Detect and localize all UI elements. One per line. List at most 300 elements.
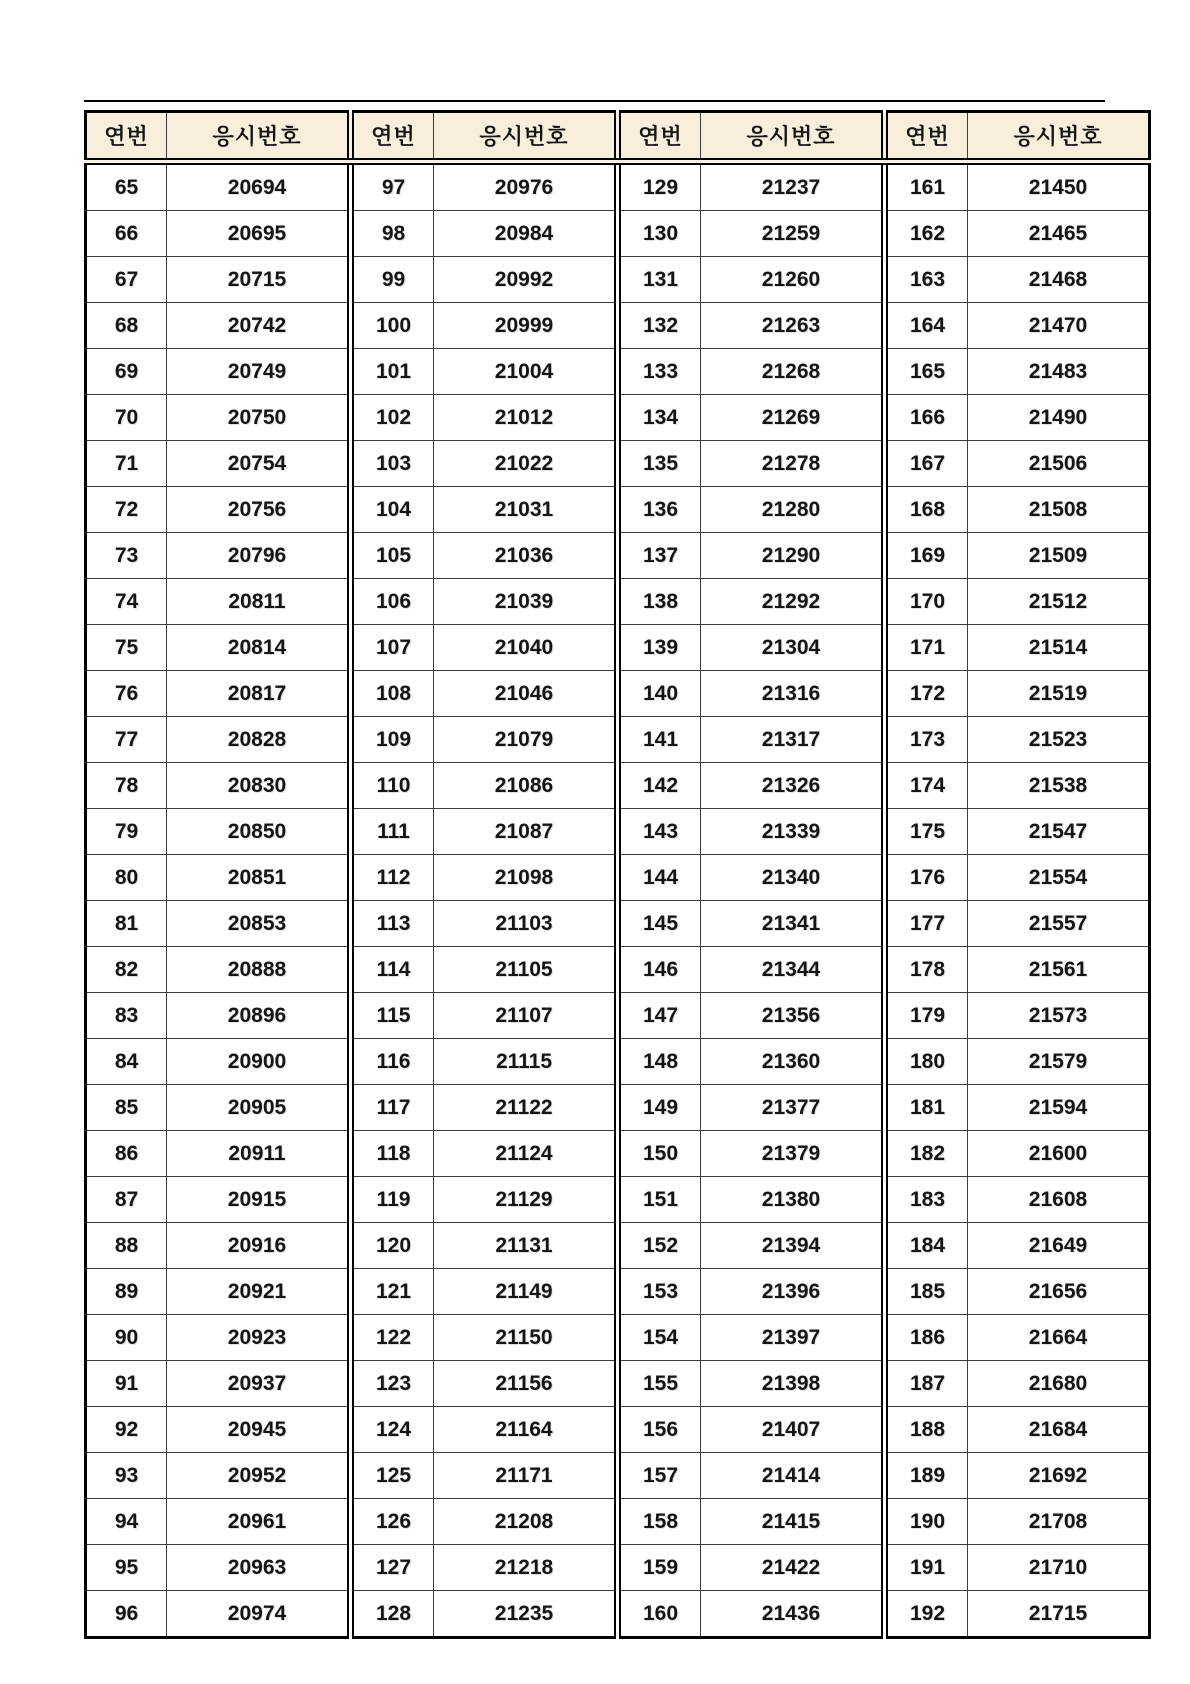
serial-number-cell: 90 (86, 1315, 167, 1361)
serial-number-cell: 174 (885, 763, 968, 809)
serial-number-cell: 85 (86, 1085, 167, 1131)
exam-number-cell: 20916 (167, 1223, 351, 1269)
exam-number-cell: 21339 (701, 809, 885, 855)
serial-number-cell: 164 (885, 303, 968, 349)
serial-number-cell: 158 (618, 1499, 701, 1545)
exam-number-cell: 21040 (434, 625, 618, 671)
exam-number-cell: 21573 (968, 993, 1150, 1039)
serial-number-cell: 105 (351, 533, 434, 579)
serial-number-cell: 156 (618, 1407, 701, 1453)
exam-number-cell: 21208 (434, 1499, 618, 1545)
serial-number-cell: 165 (885, 349, 968, 395)
serial-number-cell: 69 (86, 349, 167, 395)
serial-number-cell: 163 (885, 257, 968, 303)
exam-number-cell: 21036 (434, 533, 618, 579)
serial-number-cell: 169 (885, 533, 968, 579)
serial-number-cell: 173 (885, 717, 968, 763)
serial-number-cell: 129 (618, 162, 701, 211)
serial-number-cell: 142 (618, 763, 701, 809)
serial-number-cell: 126 (351, 1499, 434, 1545)
table-row (86, 162, 1150, 211)
serial-number-cell: 89 (86, 1269, 167, 1315)
serial-number-cell: 67 (86, 257, 167, 303)
exam-number-cell: 21280 (701, 487, 885, 533)
exam-number-cell: 21684 (968, 1407, 1150, 1453)
serial-number-cell: 192 (885, 1591, 968, 1638)
table-row (86, 947, 1150, 993)
exam-number-cell: 21554 (968, 855, 1150, 901)
exam-number-cell: 20749 (167, 349, 351, 395)
serial-number-cell: 101 (351, 349, 434, 395)
top-rule (84, 100, 1105, 102)
exam-number-cell: 20915 (167, 1177, 351, 1223)
exam-number-cell: 21436 (701, 1591, 885, 1638)
table-row (86, 395, 1150, 441)
exam-number-cell: 21290 (701, 533, 885, 579)
exam-number-cell: 21259 (701, 211, 885, 257)
exam-number-cell: 20830 (167, 763, 351, 809)
serial-number-cell: 137 (618, 533, 701, 579)
exam-number-cell: 21394 (701, 1223, 885, 1269)
serial-number-cell: 172 (885, 671, 968, 717)
exam-number-cell: 21304 (701, 625, 885, 671)
exam-number-cell: 21316 (701, 671, 885, 717)
serial-number-cell: 168 (885, 487, 968, 533)
exam-number-cell: 21415 (701, 1499, 885, 1545)
serial-number-cell: 124 (351, 1407, 434, 1453)
serial-number-cell: 79 (86, 809, 167, 855)
serial-number-cell: 96 (86, 1591, 167, 1638)
serial-number-cell: 66 (86, 211, 167, 257)
exam-number-cell: 21131 (434, 1223, 618, 1269)
serial-number-cell: 113 (351, 901, 434, 947)
serial-number-cell: 93 (86, 1453, 167, 1499)
exam-number-cell: 21039 (434, 579, 618, 625)
table-row (86, 303, 1150, 349)
table-row (86, 1407, 1150, 1453)
serial-number-cell: 100 (351, 303, 434, 349)
exam-number-cell: 21156 (434, 1361, 618, 1407)
table-row (86, 1453, 1150, 1499)
serial-number-cell: 94 (86, 1499, 167, 1545)
exam-number-cell: 21380 (701, 1177, 885, 1223)
serial-number-cell: 138 (618, 579, 701, 625)
exam-number-cell: 21237 (701, 162, 885, 211)
exam-number-cell: 21509 (968, 533, 1150, 579)
exam-number-cell: 21470 (968, 303, 1150, 349)
serial-number-cell: 73 (86, 533, 167, 579)
table-row (86, 1131, 1150, 1177)
serial-number-cell: 116 (351, 1039, 434, 1085)
exam-number-cell: 21235 (434, 1591, 618, 1638)
exam-number-cell: 20811 (167, 579, 351, 625)
exam-number-cell: 21107 (434, 993, 618, 1039)
serial-number-cell: 122 (351, 1315, 434, 1361)
exam-number-cell: 21561 (968, 947, 1150, 993)
serial-number-cell: 95 (86, 1545, 167, 1591)
serial-number-cell: 140 (618, 671, 701, 717)
serial-number-cell: 153 (618, 1269, 701, 1315)
serial-number-cell: 115 (351, 993, 434, 1039)
serial-number-cell: 191 (885, 1545, 968, 1591)
exam-number-cell: 20999 (434, 303, 618, 349)
serial-number-cell: 132 (618, 303, 701, 349)
exam-number-cell: 21086 (434, 763, 618, 809)
serial-number-cell: 139 (618, 625, 701, 671)
table-row (86, 441, 1150, 487)
exam-number-cell: 21326 (701, 763, 885, 809)
exam-number-cell: 21079 (434, 717, 618, 763)
serial-number-cell: 133 (618, 349, 701, 395)
table-row (86, 901, 1150, 947)
exam-number-cell: 20754 (167, 441, 351, 487)
table-header (86, 112, 1150, 162)
serial-number-cell: 123 (351, 1361, 434, 1407)
exam-number-cell: 20945 (167, 1407, 351, 1453)
serial-number-cell: 84 (86, 1039, 167, 1085)
table-row (86, 257, 1150, 303)
table-row (86, 717, 1150, 763)
table-row (86, 1499, 1150, 1545)
serial-number-cell: 184 (885, 1223, 968, 1269)
exam-number-cell: 20952 (167, 1453, 351, 1499)
exam-number-cell: 21512 (968, 579, 1150, 625)
serial-number-cell: 176 (885, 855, 968, 901)
exam-number-cell: 21317 (701, 717, 885, 763)
exam-number-cell: 21260 (701, 257, 885, 303)
table-row (86, 763, 1150, 809)
table-row (86, 349, 1150, 395)
serial-number-cell: 145 (618, 901, 701, 947)
serial-number-cell: 150 (618, 1131, 701, 1177)
header-serial-number: 연번 (618, 112, 701, 162)
serial-number-cell: 107 (351, 625, 434, 671)
exam-number-cell: 20974 (167, 1591, 351, 1638)
serial-number-cell: 188 (885, 1407, 968, 1453)
serial-number-cell: 65 (114, 175, 139, 199)
exam-number-cell: 21115 (434, 1039, 618, 1085)
exam-number-table-wrap (84, 100, 1105, 1639)
table-row (86, 1085, 1150, 1131)
exam-number-cell: 21483 (968, 349, 1150, 395)
serial-number-cell: 151 (618, 1177, 701, 1223)
exam-number-cell: 21360 (701, 1039, 885, 1085)
serial-number-cell: 181 (885, 1085, 968, 1131)
exam-number-cell: 20756 (167, 487, 351, 533)
serial-number-cell: 91 (86, 1361, 167, 1407)
table-body (86, 162, 1150, 1638)
exam-number-cell: 21098 (434, 855, 618, 901)
header-exam-number: 응시번호 (434, 112, 618, 162)
serial-number-cell: 179 (885, 993, 968, 1039)
serial-number-cell: 152 (618, 1223, 701, 1269)
serial-number-cell: 118 (351, 1131, 434, 1177)
exam-number-cell: 20984 (434, 211, 618, 257)
serial-number-cell: 189 (885, 1453, 968, 1499)
serial-number-cell: 141 (618, 717, 701, 763)
table-row (86, 1591, 1150, 1638)
exam-number-cell: 21538 (968, 763, 1150, 809)
serial-number-cell: 99 (351, 257, 434, 303)
serial-number-cell: 70 (86, 395, 167, 441)
serial-number-cell: 180 (885, 1039, 968, 1085)
serial-number-cell: 155 (618, 1361, 701, 1407)
exam-number-cell: 21710 (968, 1545, 1150, 1591)
serial-number-cell: 87 (86, 1177, 167, 1223)
serial-number-cell: 88 (86, 1223, 167, 1269)
serial-number-cell: 161 (885, 162, 968, 211)
exam-number-cell: 21600 (968, 1131, 1150, 1177)
header-row (86, 112, 1150, 162)
exam-number-cell: 21422 (701, 1545, 885, 1591)
header-serial-number: 연번 (885, 112, 968, 162)
serial-number-cell: 72 (86, 487, 167, 533)
serial-number-cell: 178 (885, 947, 968, 993)
exam-number-cell: 21692 (968, 1453, 1150, 1499)
exam-number-cell: 20853 (167, 901, 351, 947)
serial-number-cell: 175 (885, 809, 968, 855)
table-row (86, 671, 1150, 717)
serial-number-cell: 186 (885, 1315, 968, 1361)
serial-number-cell: 144 (618, 855, 701, 901)
exam-number-cell: 21398 (701, 1361, 885, 1407)
exam-number-cell: 21547 (968, 809, 1150, 855)
exam-number-cell: 20900 (167, 1039, 351, 1085)
exam-number-cell: 21022 (434, 441, 618, 487)
serial-number-cell: 117 (351, 1085, 434, 1131)
serial-number-cell: 162 (885, 211, 968, 257)
header-exam-number: 응시번호 (968, 112, 1150, 162)
serial-number-cell: 104 (351, 487, 434, 533)
exam-number-cell: 20850 (167, 809, 351, 855)
serial-number-cell: 75 (86, 625, 167, 671)
exam-number-cell: 20921 (167, 1269, 351, 1315)
exam-number-cell: 21341 (701, 901, 885, 947)
exam-number-cell: 21656 (968, 1269, 1150, 1315)
exam-number-cell: 20961 (167, 1499, 351, 1545)
exam-number-cell: 21450 (968, 162, 1150, 211)
serial-number-cell: 177 (885, 901, 968, 947)
serial-number-cell: 68 (86, 303, 167, 349)
exam-number-cell: 21508 (968, 487, 1150, 533)
serial-number-cell: 148 (618, 1039, 701, 1085)
exam-number-cell: 20992 (434, 257, 618, 303)
serial-number-cell: 171 (885, 625, 968, 671)
serial-number-cell: 159 (618, 1545, 701, 1591)
exam-number-cell: 21514 (968, 625, 1150, 671)
serial-number-cell: 108 (351, 671, 434, 717)
exam-number-cell: 20851 (167, 855, 351, 901)
table-row (86, 579, 1150, 625)
exam-number-cell: 21087 (434, 809, 618, 855)
serial-number-cell: 182 (885, 1131, 968, 1177)
serial-number-cell: 127 (351, 1545, 434, 1591)
table-row (86, 533, 1150, 579)
serial-number-cell: 128 (351, 1591, 434, 1638)
serial-number-cell: 143 (618, 809, 701, 855)
exam-number-cell: 20750 (167, 395, 351, 441)
exam-number-cell: 21150 (434, 1315, 618, 1361)
header-serial-number: 연번 (351, 112, 434, 162)
exam-number-cell: 21004 (434, 349, 618, 395)
exam-number-cell: 21122 (434, 1085, 618, 1131)
exam-number-cell: 21268 (701, 349, 885, 395)
serial-number-cell: 111 (351, 809, 434, 855)
exam-number-cell: 21414 (701, 1453, 885, 1499)
serial-number-cell: 187 (885, 1361, 968, 1407)
exam-number-cell: 20814 (167, 625, 351, 671)
serial-number-cell: 114 (351, 947, 434, 993)
serial-number-cell: 160 (618, 1591, 701, 1638)
exam-number-cell: 21519 (968, 671, 1150, 717)
serial-number-cell: 157 (618, 1453, 701, 1499)
serial-number-cell: 102 (351, 395, 434, 441)
table-row (86, 1545, 1150, 1591)
exam-number-cell: 21171 (434, 1453, 618, 1499)
serial-number-cell: 190 (885, 1499, 968, 1545)
serial-number-cell: 119 (351, 1177, 434, 1223)
exam-number-cell: 21129 (434, 1177, 618, 1223)
exam-number-cell: 21465 (968, 211, 1150, 257)
exam-number-cell: 21269 (701, 395, 885, 441)
serial-number-cell: 109 (351, 717, 434, 763)
serial-number-cell: 166 (885, 395, 968, 441)
serial-number-cell: 92 (86, 1407, 167, 1453)
exam-number-cell: 21278 (701, 441, 885, 487)
exam-number-cell: 21046 (434, 671, 618, 717)
exam-number-cell: 20888 (167, 947, 351, 993)
exam-number-cell: 20742 (167, 303, 351, 349)
exam-number-cell: 21397 (701, 1315, 885, 1361)
serial-number-cell: 170 (885, 579, 968, 625)
exam-number-cell: 21103 (434, 901, 618, 947)
serial-number-cell: 154 (618, 1315, 701, 1361)
exam-number-cell: 21490 (968, 395, 1150, 441)
exam-number-cell: 21340 (701, 855, 885, 901)
exam-number-cell: 20937 (167, 1361, 351, 1407)
exam-number-cell: 20905 (167, 1085, 351, 1131)
serial-number-cell: 97 (351, 162, 434, 211)
exam-number-cell: 21608 (968, 1177, 1150, 1223)
exam-number-cell: 20695 (167, 211, 351, 257)
table-row (86, 1361, 1150, 1407)
serial-number-cell: 98 (351, 211, 434, 257)
serial-number-cell: 110 (351, 763, 434, 809)
table-row (86, 1269, 1150, 1315)
serial-number-cell: 86 (86, 1131, 167, 1177)
exam-number-cell: 21012 (434, 395, 618, 441)
table-row (86, 809, 1150, 855)
serial-number-cell: 135 (618, 441, 701, 487)
exam-number-cell: 21263 (701, 303, 885, 349)
serial-number-cell: 130 (618, 211, 701, 257)
exam-number-cell: 20911 (167, 1131, 351, 1177)
exam-number-cell: 21680 (968, 1361, 1150, 1407)
serial-number-cell: 74 (86, 579, 167, 625)
serial-number-cell: 146 (618, 947, 701, 993)
exam-number-cell: 20976 (434, 162, 618, 211)
table-row (86, 993, 1150, 1039)
table-row (86, 487, 1150, 533)
exam-number-cell: 21649 (968, 1223, 1150, 1269)
table-row (86, 625, 1150, 671)
table-row (86, 1039, 1150, 1085)
serial-number-cell: 71 (86, 441, 167, 487)
serial-number-cell: 83 (86, 993, 167, 1039)
exam-number-cell: 21708 (968, 1499, 1150, 1545)
table-row (86, 855, 1150, 901)
exam-number-cell: 20923 (167, 1315, 351, 1361)
exam-number-cell: 21344 (701, 947, 885, 993)
serial-number-cell: 103 (351, 441, 434, 487)
serial-number-cell: 136 (618, 487, 701, 533)
serial-number-cell: 134 (618, 395, 701, 441)
exam-number-cell: 21356 (701, 993, 885, 1039)
serial-number-cell: 80 (86, 855, 167, 901)
exam-number-cell: 20828 (167, 717, 351, 763)
table-row (86, 1177, 1150, 1223)
exam-number-cell: 21396 (701, 1269, 885, 1315)
serial-number-cell: 121 (351, 1269, 434, 1315)
exam-number-cell: 21149 (434, 1269, 618, 1315)
exam-number-cell: 21164 (434, 1407, 618, 1453)
exam-number-cell: 21218 (434, 1545, 618, 1591)
serial-number-cell: 82 (86, 947, 167, 993)
serial-number-cell: 149 (618, 1085, 701, 1131)
exam-number-cell: 21664 (968, 1315, 1150, 1361)
exam-number-cell: 20715 (167, 257, 351, 303)
exam-number-table (84, 110, 1151, 1639)
table-row (86, 1315, 1150, 1361)
exam-number-cell: 20796 (167, 533, 351, 579)
serial-number-cell: 77 (86, 717, 167, 763)
header-exam-number: 응시번호 (701, 112, 885, 162)
exam-number-cell: 21124 (434, 1131, 618, 1177)
serial-number-cell: 183 (885, 1177, 968, 1223)
exam-number-cell: 20694 (167, 162, 351, 211)
exam-number-cell: 21715 (968, 1591, 1150, 1638)
serial-number-cell: 185 (885, 1269, 968, 1315)
exam-number-cell: 21379 (701, 1131, 885, 1177)
exam-number-cell: 21031 (434, 487, 618, 533)
exam-number-cell: 21377 (701, 1085, 885, 1131)
exam-number-cell: 21557 (968, 901, 1150, 947)
serial-number-cell: 125 (351, 1453, 434, 1499)
exam-number-cell: 21506 (968, 441, 1150, 487)
serial-number-cell: 78 (86, 763, 167, 809)
exam-number-cell: 21523 (968, 717, 1150, 763)
exam-number-cell: 21105 (434, 947, 618, 993)
serial-number-cell: 120 (351, 1223, 434, 1269)
serial-number-cell: 147 (618, 993, 701, 1039)
table-row (86, 211, 1150, 257)
serial-number-cell: 81 (86, 901, 167, 947)
exam-number-cell: 20963 (167, 1545, 351, 1591)
serial-number-cell: 76 (86, 671, 167, 717)
exam-number-cell: 21292 (701, 579, 885, 625)
serial-number-cell: 106 (351, 579, 434, 625)
serial-number-cell: 131 (618, 257, 701, 303)
exam-number-cell: 20896 (167, 993, 351, 1039)
header-exam-number: 응시번호 (167, 112, 351, 162)
exam-number-cell: 21594 (968, 1085, 1150, 1131)
header-serial-number: 연번 (86, 112, 167, 162)
serial-number-cell: 112 (351, 855, 434, 901)
exam-number-cell: 21579 (968, 1039, 1150, 1085)
table-row (86, 1223, 1150, 1269)
exam-number-cell: 21407 (701, 1407, 885, 1453)
exam-number-cell: 21468 (968, 257, 1150, 303)
